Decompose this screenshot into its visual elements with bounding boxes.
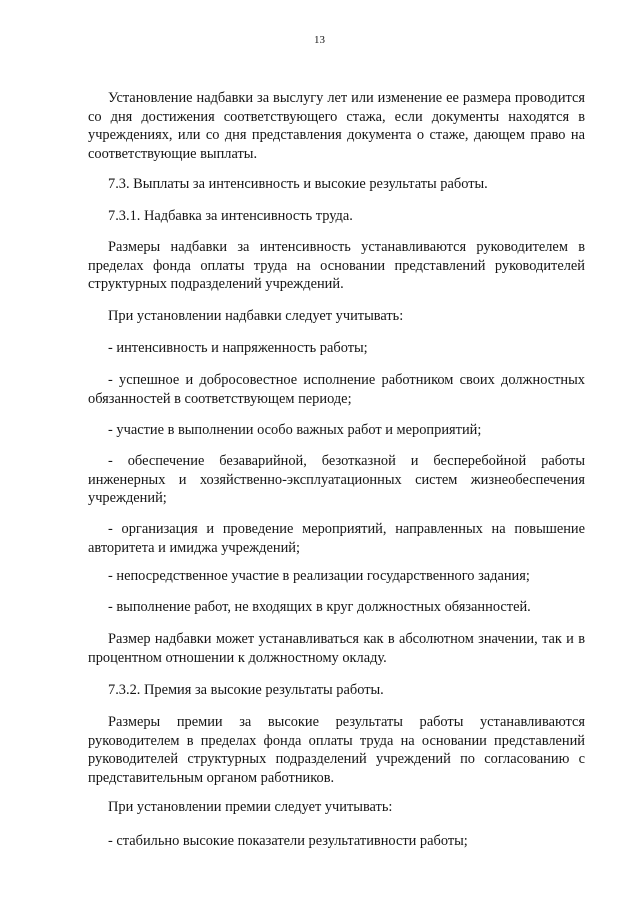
section-7-3-2-heading: 7.3.2. Премия за высокие результаты работы. (108, 682, 384, 698)
list-item-extra-works: - выполнение работ, не входящих в круг должностных обязанностей. (108, 599, 531, 615)
paragraph-intensity-sizes: Размеры надбавки за интенсивность устанавливаются руководителем в пределах фонда оплаты труда на основании представлений руководителей структурных подразделений учреждений. (88, 239, 585, 293)
list-item-intensity: - интенсивность и напряженность работы; (108, 340, 368, 356)
paragraph-premium-criteria-intro: При установлении премии следует учитывать: (108, 799, 393, 815)
paragraph-bonus-criteria-intro: При установлении надбавки следует учитывать: (108, 308, 404, 324)
list-item-stable-results: - стабильно высокие показатели результативности работы; (108, 833, 468, 849)
list-item-events: - организация и проведение мероприятий, направленных на повышение авторитета и имиджа учреждений; (88, 521, 585, 556)
list-item-important-works: - участие в выполнении особо важных работ и мероприятий; (108, 422, 482, 438)
section-7-3-heading: 7.3. Выплаты за интенсивность и высокие результаты работы. (108, 176, 488, 192)
paragraph-premium-sizes: Размеры премии за высокие результаты работы устанавливаются руководителем в пределах фонда оплаты труда на основании представлений руководителей структурных подразделений учреждений по согласованию с представительным органом работников. (88, 714, 585, 786)
list-item-state-task: - непосредственное участие в реализации государственного задания; (108, 568, 530, 584)
paragraph-bonus-size: Размер надбавки может устанавливаться как в абсолютном значении, так и в процентном отношении к должностному окладу. (88, 631, 585, 666)
section-7-3-1-heading: 7.3.1. Надбавка за интенсивность труда. (108, 208, 353, 224)
list-item-systems: - обеспечение безаварийной, безотказной и бесперебойной работы инженерных и хозяйственно-эксплуатационных систем жизнеобеспечения учреждений; (88, 453, 585, 507)
paragraph-seniority-bonus: Установление надбавки за выслугу лет или изменение ее размера проводится со дня достижения соответствующего стажа, если документы находятся в учреждениях, или со дня представления документа о стаже, дающем право на соответствующие выплаты. (88, 90, 585, 162)
list-item-duties: - успешное и добросовестное исполнение работником своих должностных обязанностей в соответствующем периоде; (88, 372, 585, 407)
page-number: 13 (314, 34, 325, 46)
